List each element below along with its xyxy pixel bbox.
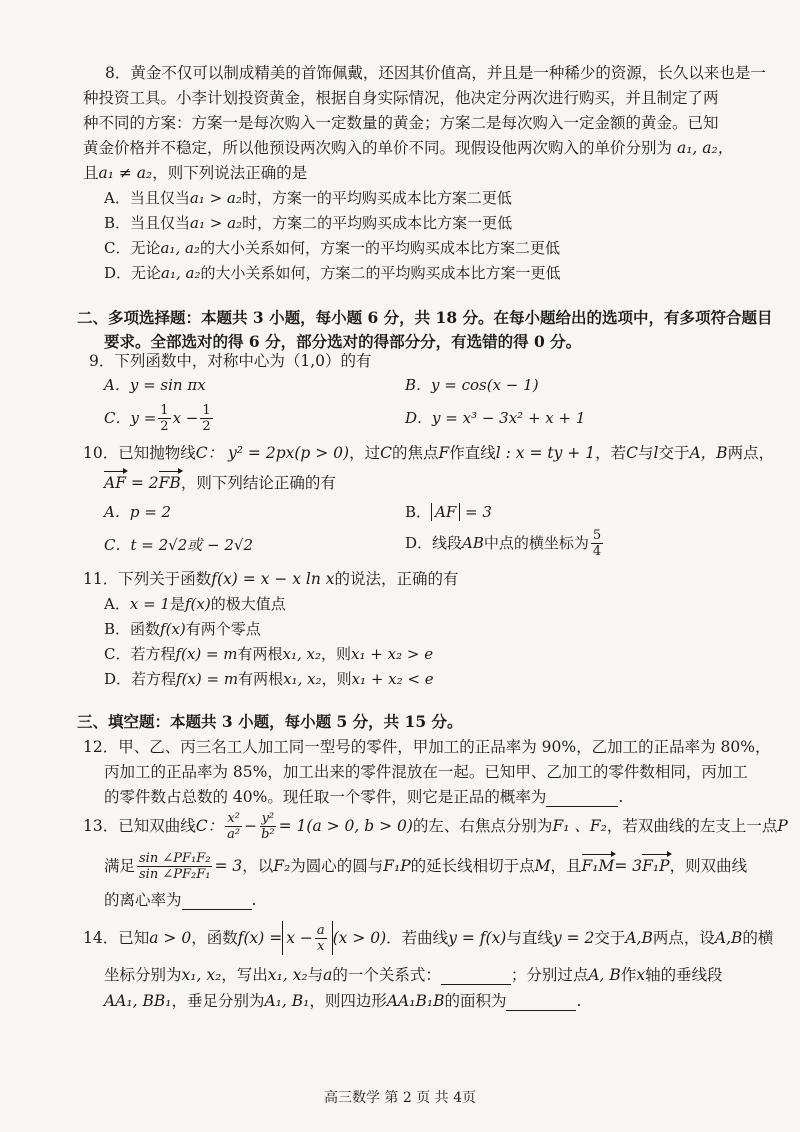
page-footer: 高三数学 第 2 页 共 4页: [323, 1090, 477, 1106]
q11-stem: 11．下列关于函数f(x) = x − x ln x的说法，正确的有: [83, 570, 459, 588]
q11-option-d: D．若方程f(x) = m有两根x₁, x₂，则x₁ + x₂ < e: [104, 670, 434, 688]
q14-line1: 14．已知 a > 0 ，函数 f(x) = x − $\frac{a}{x}$ (x > 0) ．若曲线 y = f(x) 与直线 y = 2 交于 A,B 两点，设 A,B 的横: [83, 922, 774, 954]
q8-line5: 且a₁ ≠ a₂，则下列说法正确的是: [83, 164, 308, 182]
q9-option-b: B．y = cos(x − 1): [405, 376, 539, 394]
q12-line1: 12．甲、乙、丙三名工人加工同一型号的零件，甲加工的正品率为 90%，乙加工的正品率为 80%，: [83, 738, 771, 756]
q11-option-c: C．若方程f(x) = m有两根x₁, x₂，则x₁ + x₂ > e: [104, 645, 434, 663]
q8-option-b: B．当且仅当a₁ > a₂时，方案二的平均购买成本比方案一更低: [104, 214, 513, 232]
q10-option-a: A．p = 2: [104, 503, 172, 521]
q9-stem: 9．下列函数中，对称中心为（1,0）的有: [89, 352, 372, 370]
q14-line2: 坐标分别为x₁, x₂，写出x₁, x₂与a的一个关系式： ；分别过点A, B作x轴的垂线段: [104, 966, 723, 984]
q8-line3: 种不同的方案：方案一是每次购入一定数量的黄金；方案二是每次购入一定金额的黄金。已知: [83, 114, 719, 132]
q14-line3: AA₁, BB₁，垂足分别为A₁, B₁，则四边形AA₁B₁B的面积为 .: [104, 992, 582, 1010]
fraction: $\frac{\text{y²}}{\text{b²}}$: [261, 810, 275, 842]
fraction: $\frac{\text{x²}}{\text{a²}}$: [227, 810, 241, 842]
q8-line1: 8．黄金不仅可以制成精美的首饰佩戴，还因其价值高，并且是一种稀少的资源，长久以来也是一: [105, 64, 766, 82]
q10-option-b: B． AF = 3: [405, 503, 492, 521]
q8-option-c: C．无论a₁, a₂的大小关系如何，方案一的平均购买成本比方案二更低: [104, 239, 560, 257]
q9-option-d: D．y = x³ − 3x² + x + 1: [405, 409, 586, 427]
vector-af: AF: [104, 474, 126, 492]
q12-line3: 的零件数占总数的 40%。现任取一个零件，则它是正品的概率为 .: [104, 788, 624, 806]
q10-line2: AF = 2FB，则下列结论正确的有: [104, 474, 336, 492]
fraction: $\frac{5}{4}$: [592, 527, 602, 559]
q12-line2: 丙加工的正品率为 85%，加工出来的零件混放在一起。已知甲、乙加工的零件数相同，丙加工: [104, 763, 748, 781]
q8-option-a: A．当且仅当a₁ > a₂时，方案一的平均购买成本比方案二更低: [104, 189, 512, 207]
fraction: $\frac{a}{x}$: [316, 922, 325, 954]
section2-heading-line1: 二、多项选择题：本题共 3 小题，每小题 6 分，共 18 分。在每小题给出的选项中，有多项符合题目: [77, 308, 773, 327]
fraction: $\frac{\text{sin ∠PF₁F₂}}{\text{sin ∠PF₂F₁}}$: [139, 850, 211, 882]
q11-option-b: B．函数f(x)有两个零点: [104, 620, 261, 638]
fraction: $\frac{1}{2}$: [160, 402, 169, 434]
answer-blank[interactable]: [441, 970, 511, 985]
vector-f1p: F₁P: [642, 857, 670, 875]
q10-option-d: D．线段 AB 中点的横坐标为 $\frac{5}{4}$: [405, 527, 602, 559]
q13-line1: 13．已知双曲线 C： $\frac{\text{x²}}{\text{a²}}$ − $\frac{\text{y²}}{\text{b²}}$ = 1(a > 0, b > 0) 的左、右焦点分别为 F₁ 、F₂ ，若双曲线的左支上一点 P: [83, 810, 788, 842]
q8-line4: 黄金价格并不稳定，所以他预设两次购入的单价不同。现假设他两次购入的单价分别为 a₁, a₂，: [83, 139, 734, 157]
fraction: $\frac{1}{2}$: [202, 402, 211, 434]
q8-option-d: D．无论a₁, a₂的大小关系如何，方案二的平均购买成本比方案一更低: [104, 264, 561, 282]
section3-heading: 三、填空题：本题共 3 小题，每小题 5 分，共 15 分。: [77, 712, 463, 731]
q10-line1: 10．已知抛物线C： y² = 2px(p > 0)，过C的焦点F作直线l : x = ty + 1，若C与l交于A，B两点，: [83, 444, 775, 462]
answer-blank[interactable]: [182, 895, 252, 910]
q13-line2: 满足 $\frac{\text{sin ∠PF₁F₂}}{\text{sin ∠PF₂F₁}}$ = 3 ，以 F₂ 为圆心的圆与 F₁P 的延长线相切于点 M ，且 F₁M = 3 F₁P ，则双曲线: [104, 850, 748, 882]
answer-blank[interactable]: [546, 792, 618, 807]
absolute-value: x − $\frac{a}{x}$: [282, 921, 332, 955]
section2-heading-line2: 要求。全部选对的得 6 分，部分选对的得部分分，有选错的得 0 分。: [104, 332, 582, 351]
q10-option-c: C．t = 2√2或 − 2√2: [104, 536, 254, 554]
q11-option-a: A．x = 1是f(x)的极大值点: [104, 595, 286, 613]
q8-line2: 种投资工具。小李计划投资黄金，根据自身实际情况，他决定分两次进行购买，并且制定了两: [83, 89, 719, 107]
vector-fb: FB: [158, 474, 181, 492]
q9-option-a: A．y = sin πx: [104, 376, 206, 394]
q9-option-c: C．y = $\frac{1}{2}$ x − $\frac{1}{2}$: [104, 402, 211, 434]
vector-f1m: F₁M: [581, 857, 615, 875]
answer-blank[interactable]: [506, 996, 576, 1011]
q13-line3: 的离心率为 .: [104, 891, 257, 909]
